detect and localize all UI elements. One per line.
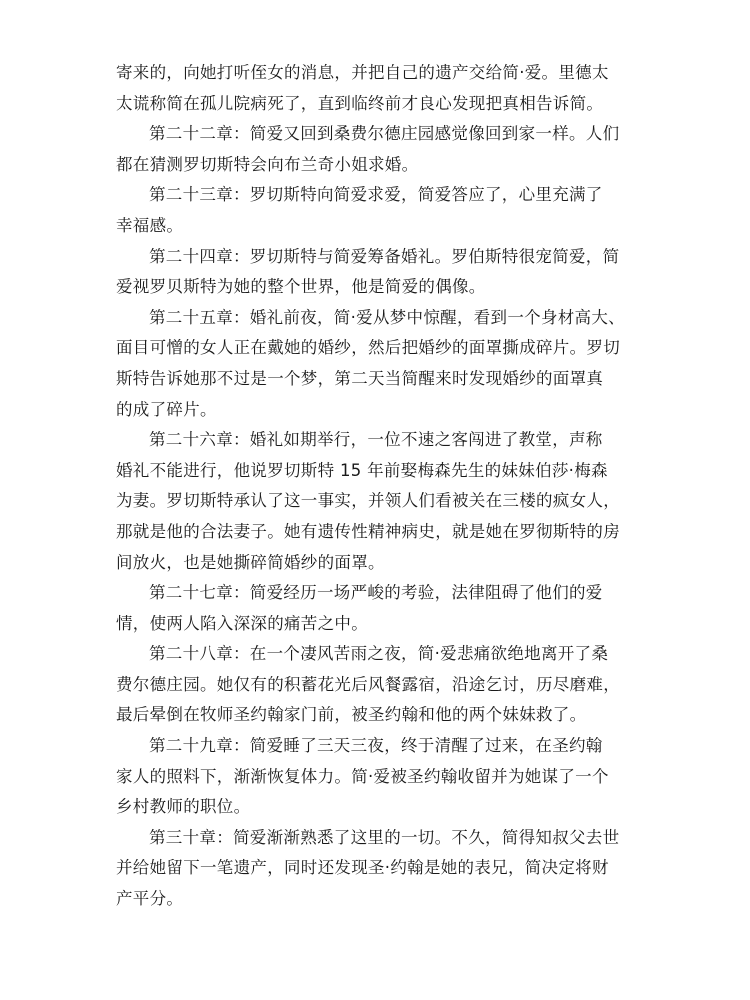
text-line: 幸福感。 [116,215,184,235]
chapter-27-line: 第二十七章：简爱经历一场严峻的考验，法律阻碍了他们的爱 [149,583,603,603]
text-line: 情，使两人陷入深深的痛苦之中。 [116,613,368,633]
text-line: 费尔德庄园。她仅有的积蓄花光后风餐露宿，沿途乞讨，历尽磨难， [116,674,620,694]
text-line: 乡村教师的职位。 [116,797,251,817]
text-line: 爱视罗贝斯特为她的整个世界，他是简爱的偶像。 [116,277,486,297]
text-line: 面目可憎的女人正在戴她的婚纱，然后把婚纱的面罩撕成碎片。罗切 [116,338,620,358]
text-line: 寄来的，向她打听侄女的消息，并把自己的遗产交给简·爱。里德太 [116,63,609,82]
text-line: 太谎称简在孤儿院病死了，直到临终前才良心发现把真相告诉简。 [116,93,604,113]
chapter-29-line: 第二十九章：简爱睡了三天三夜，终于清醒了过来，在圣约翰 [149,736,603,756]
text-line: 间放火，也是她撕碎简婚纱的面罩。 [116,552,385,572]
chapter-22-line: 第二十二章：简爱又回到桑费尔德庄园感觉像回到家一样。人们 [149,124,620,144]
text-line: 最后晕倒在牧师圣约翰家门前，被圣约翰和他的两个妹妹救了。 [116,705,587,725]
chapter-26-line: 第二十六章：婚礼如期举行，一位不速之客闯进了教堂，声称 [149,430,603,450]
text-line: 为妻。罗切斯特承认了这一事实，并领人们看被关在三楼的疯女人， [116,491,620,511]
document-body [116,58,638,915]
text-line: 并给她留下一笔遗产，同时还发现圣·约翰是她的表兄，简决定将财 [116,858,609,878]
text-line: 婚礼不能进行，他说罗切斯特 15 年前娶梅森先生的妹妹伯莎·梅森 [116,460,608,480]
chapter-25-line: 第二十五章：婚礼前夜，简·爱从梦中惊醒，看到一个身材高大、 [149,307,625,327]
text-line: 斯特告诉她那不过是一个梦，第二天当简醒来时发现婚纱的面罩真 [116,368,604,388]
text-line: 那就是他的合法妻子。她有遗传性精神病史，就是她在罗彻斯特的房 [116,521,620,541]
chapter-24-line: 第二十四章：罗切斯特与简爱筹备婚礼。罗伯斯特很宠简爱，简 [149,246,620,266]
text-line: 家人的照料下，渐渐恢复体力。简·爱被圣约翰收留并为她谋了一个 [116,766,609,786]
chapter-23-line: 第二十三章：罗切斯特向简爱求爱，简爱答应了，心里充满了 [149,185,603,205]
chapter-28-line: 第二十八章：在一个凄风苦雨之夜，简·爱悲痛欲绝地离开了桑 [149,644,609,664]
text-line: 的成了碎片。 [116,399,217,419]
text-line: 产平分。 [116,889,184,909]
chapter-30-line: 第三十章：简爱渐渐熟悉了这里的一切。不久，简得知叔父去世 [149,827,620,847]
text-line: 都在猜测罗切斯特会向布兰奇小姐求婚。 [116,154,419,174]
